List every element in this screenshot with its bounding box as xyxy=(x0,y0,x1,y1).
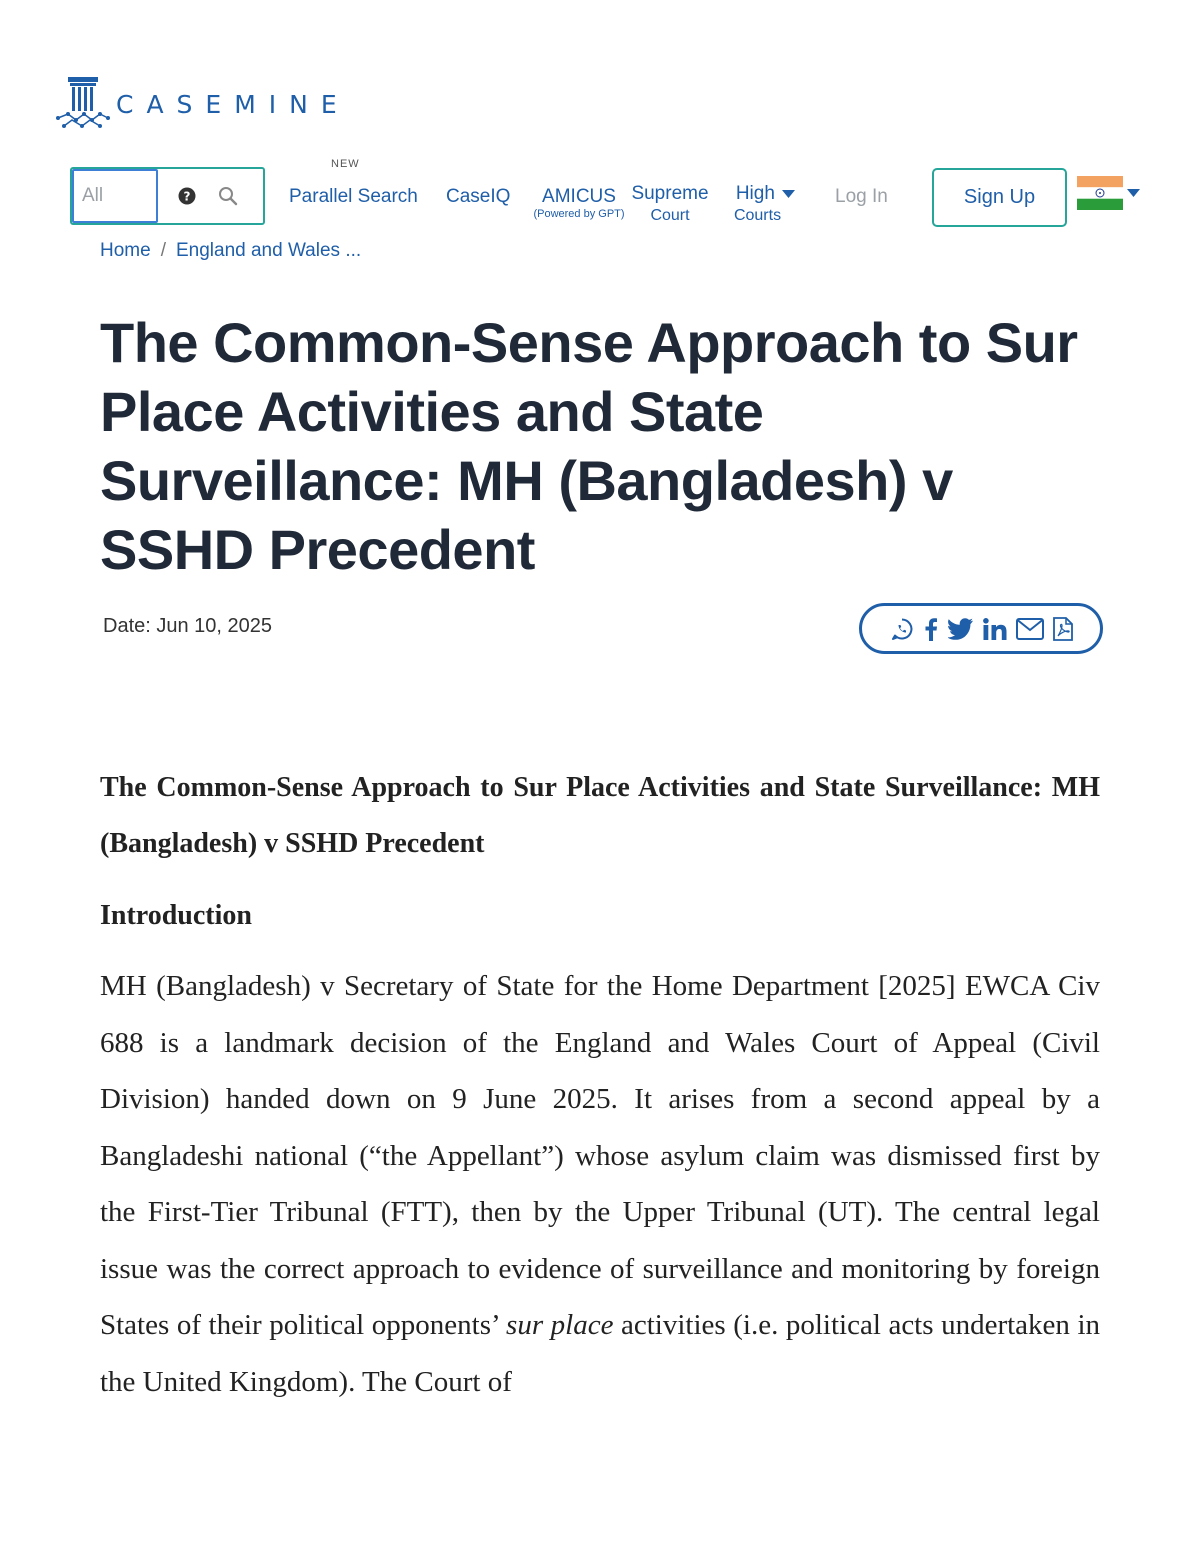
nav-high-sub: Courts xyxy=(733,207,782,224)
nav-parallel-search[interactable]: Parallel Search xyxy=(289,186,418,207)
breadcrumb-separator: / xyxy=(160,240,166,261)
mail-icon[interactable] xyxy=(1016,618,1044,640)
search-icon[interactable] xyxy=(218,186,238,206)
search-box xyxy=(70,167,265,225)
nav-amicus[interactable] xyxy=(518,186,640,221)
nav-high-label: High xyxy=(735,183,775,204)
section-heading-introduction: Introduction xyxy=(100,900,252,931)
chevron-down-icon xyxy=(782,190,795,198)
country-selector[interactable] xyxy=(1077,176,1140,210)
search-input[interactable] xyxy=(72,169,158,223)
signup-button[interactable]: Sign Up xyxy=(932,168,1067,227)
share-bar xyxy=(859,603,1103,654)
paragraph-text-1: MH (Bangladesh) v Secretary of State for the Home Department [2025] EWCA Civ 688 is a landmark decision of the England and Wales Court of Appeal (Civil Division) handed down on 9 June 2025. It arises from a second appeal by a Bangladeshi national (“the Appellant”) whose asylum claim was dismissed first by the First-Tier Tribunal (FTT), then by the Upper Tribunal (UT). The central legal issue was the correct approach to evidence of surveillance and monitoring by foreign States of their political opponents’ xyxy=(100,970,1100,1341)
pdf-icon[interactable] xyxy=(1053,617,1073,641)
new-badge: NEW xyxy=(331,158,360,170)
nav-supreme-sub: Court xyxy=(650,207,690,224)
nav-amicus-label: AMICUS xyxy=(542,186,616,207)
linkedin-icon[interactable] xyxy=(983,618,1007,640)
nav-high-courts[interactable] xyxy=(728,183,803,227)
paragraph xyxy=(100,958,1100,1410)
nav-caseiq[interactable]: CaseIQ xyxy=(446,186,511,207)
svg-text:?: ? xyxy=(183,189,191,204)
paragraph-text-2: activities (i.e. political acts undertaken in the United Kingdom). The Court of xyxy=(100,1309,1100,1398)
article-body xyxy=(100,760,1100,1410)
brand-name: CASEMINE xyxy=(116,89,350,119)
page-title: The Common-Sense Approach to Sur Place Activities and State Surveillance: MH (Bangladesh) v SSHD Precedent xyxy=(100,311,1078,581)
breadcrumb-home[interactable]: Home xyxy=(100,240,151,261)
india-flag-icon xyxy=(1077,176,1123,210)
nav-supreme-court[interactable] xyxy=(626,183,714,227)
breadcrumb-current[interactable]: England and Wales ... xyxy=(175,240,362,261)
facebook-icon[interactable] xyxy=(923,617,939,641)
chevron-down-icon xyxy=(1127,189,1140,197)
casemine-logo[interactable] xyxy=(54,74,350,132)
nav-supreme-label: Supreme xyxy=(631,183,709,204)
nav-amicus-sub: (Powered by GPT) xyxy=(533,208,625,220)
help-icon[interactable] xyxy=(178,187,196,205)
logo-mark-icon xyxy=(54,74,112,132)
article-date: Date: Jun 10, 2025 xyxy=(103,615,273,637)
paragraph-emphasis: sur place xyxy=(506,1309,614,1341)
twitter-icon[interactable] xyxy=(948,618,974,640)
breadcrumb xyxy=(100,240,361,262)
whatsapp-icon[interactable] xyxy=(890,617,914,641)
article-body-title: The Common-Sense Approach to Sur Place Activities and State Surveillance: MH (Bangladesh) v SSHD Precedent xyxy=(100,772,1100,859)
login-link[interactable]: Log In xyxy=(835,186,888,207)
